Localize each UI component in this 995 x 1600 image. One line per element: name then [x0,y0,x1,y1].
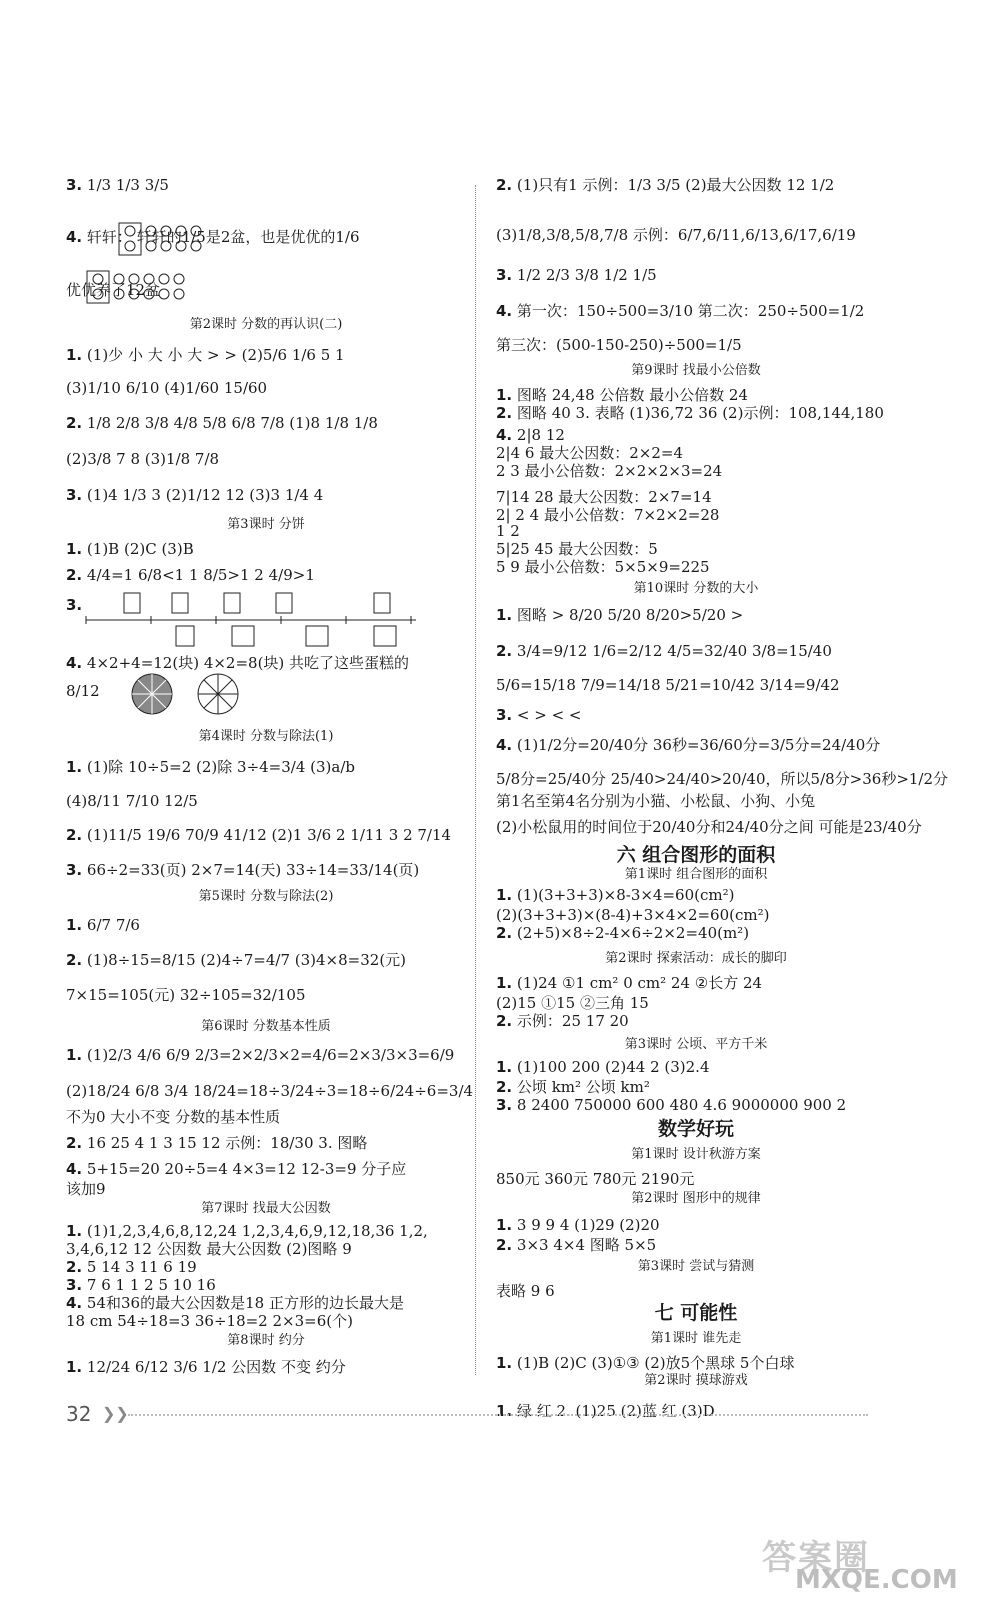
answer-line: 2|4 6 最大公因数：2×2=4 [496,444,683,462]
answer-line: 3. 66÷2=33(页) 2×7=14(天) 33÷14=33/14(页) [66,861,420,879]
answer-line: 2. 图略 40 3. 表略 (1)36,72 36 (2)示例：108,144,180 [496,404,884,422]
section-heading: 第3课时 分饼 [227,517,305,532]
section-heading: 第10课时 分数的大小 [633,581,759,596]
answer-line: 1. (1)B (2)C (3)①③ (2)放5个黑球 5个白球 [496,1354,795,1372]
answer-line: 2. (1)8÷15=8/15 (2)4÷7=4/7 (3)4×8=32(元) [66,951,407,969]
answer-line: 1. (1)少 小 大 小 大 > > (2)5/6 1/6 5 1 [66,346,345,364]
watermark-logo: 答案圈 [762,1538,870,1578]
section-heading: 第2课时 探索活动：成长的脚印 [605,951,787,966]
answer-line: 不为0 大小不变 分数的基本性质 [66,1108,281,1126]
answer-line: 2. 5 14 3 11 6 19 [66,1258,197,1276]
answer-line: 1. (1)除 10÷5=2 (2)除 3÷4=3/4 (3)a/b [66,758,356,776]
answer-line: 5|25 45 最大公因数：5 [496,540,658,558]
answer-line: (2)小松鼠用的时间位于20/40分和24/40分之间 可能是23/40分 [496,818,922,836]
answer-line: 该加9 [66,1180,106,1198]
answer-line: 3. [66,596,83,614]
answer-line: 3. (1)4 1/3 3 (2)1/12 12 (3)3 1/4 4 [66,486,324,504]
unit-heading: 六 组合图形的面积 [616,844,776,866]
answer-line: 4. 5+15=20 20÷5=4 4×3=12 12-3=9 分子应 [66,1160,407,1178]
unit-heading: 数学好玩 [657,1118,734,1140]
answer-line: 3. < > < < [496,706,582,724]
answer-line: 5/6=15/18 7/9=14/18 5/21=10/42 3/14=9/42 [496,676,840,694]
section-heading: 第6课时 分数基本性质 [201,1019,331,1034]
section-heading: 第7课时 找最大公因数 [201,1201,331,1216]
answer-line: 1. (1)1,2,3,4,6,8,12,24 1,2,3,4,6,9,12,18,36 1,2, [66,1222,428,1240]
section-heading: 第2课时 图形中的规律 [631,1191,761,1206]
answer-line: 2. 公顷 km² 公顷 km² [496,1078,650,1096]
section-heading: 第8课时 约分 [227,1333,305,1348]
chevron-right-icon: ❯❯ [102,1404,129,1423]
answer-line: 第1名至第4名分别为小猫、小松鼠、小狗、小兔 [496,792,816,810]
answer-line: 2. (1)只有1 示例：1/3 3/5 (2)最大公因数 12 1/2 [496,176,835,194]
answer-line: (2)(3+3+3)×(8-4)+3×4×2=60(cm²) [496,906,770,924]
answer-line: 2 3 最小公倍数：2×2×2×3=24 [496,462,723,480]
answer-line: 1. 图略 24,48 公倍数 最小公倍数 24 [496,386,749,404]
answer-line: 850元 360元 780元 2190元 [496,1170,695,1188]
footer-rule [128,1414,868,1416]
answer-line: 第三次：(500-150-250)÷500=1/5 [496,336,742,354]
dot-grid-figure [86,270,194,304]
answer-line: 2. 16 25 4 1 3 15 12 示例：18/30 3. 图略 [66,1134,368,1152]
answer-line: 4. 第一次：150÷500=3/10 第二次：250÷500=1/2 [496,302,865,320]
section-heading: 第1课时 设计秋游方案 [631,1147,761,1162]
answer-line: 1. 绿 红 2. (1)25 (2)蓝 红 (3)D [496,1402,715,1420]
answer-line: 8/12 [66,682,100,700]
answer-line: 3. 1/2 2/3 3/8 1/2 1/5 [496,266,657,284]
answer-line: 3. 1/3 1/3 3/5 [66,176,169,194]
section-heading: 第1课时 组合图形的面积 [624,867,768,882]
answer-line: 5/8分=25/40分 25/40>24/40>20/40，所以5/8分>36秒>1/2分 [496,770,949,788]
answer-line: 3. 7 6 1 1 2 5 10 16 [66,1276,216,1294]
section-heading: 第5课时 分数与除法(2) [198,889,334,904]
answer-line: 4. 轩轩： 轩轩的1/5是2盆，也是优优的1/6 [66,228,360,246]
column-divider [475,185,476,1375]
answer-line: 2. 4/4=1 6/8<1 1 8/5>1 2 4/9>1 [66,566,315,584]
answer-line: 2. 3/4=9/12 1/6=2/12 4/5=32/40 3/8=15/40 [496,642,832,660]
answer-line: 18 cm 54÷18=3 36÷18=2 2×3=6(个) [66,1312,353,1330]
answer-line: 2. (2+5)×8÷2-4×6÷2×2=40(m²) [496,924,750,942]
answer-line: 1. (1)(3+3+3)×8-3×4=60(cm²) [496,886,735,904]
answer-line: 2. 1/8 2/8 3/8 4/8 5/8 6/8 7/8 (1)8 1/8 1/8 [66,414,378,432]
answer-line: 1. 图略 > 8/20 5/20 8/20>5/20 > [496,606,744,624]
answer-line: 2| 2 4 最小公倍数：7×2×2=28 [496,506,720,524]
answer-line: 2. 示例：25 17 20 [496,1012,629,1030]
answer-line: 1. (1)B (2)C (3)B [66,540,194,558]
section-heading: 第2课时 分数的再认识(二) [189,317,343,332]
page-number: 32 [66,1402,92,1426]
section-heading: 第9课时 找最小公倍数 [631,363,761,378]
answer-line: 5 9 最小公倍数：5×5×9=225 [496,558,710,576]
answer-line: 1. (1)24 ①1 cm² 0 cm² 24 ②长方 24 [496,974,763,992]
answer-line: 7|14 28 最大公因数：2×7=14 [496,488,712,506]
answer-line: 7×15=105(元) 32÷105=32/105 [66,986,306,1004]
answer-line: (2)3/8 7 8 (3)1/8 7/8 [66,450,220,468]
answer-line: 4. 2|8 12 [496,426,565,444]
answer-line: (2)18/24 6/8 3/4 18/24=18÷3/24÷3=18÷6/24÷6=3/4 [66,1082,474,1100]
answer-line: 1. 3 9 9 4 (1)29 (2)20 [496,1216,660,1234]
unit-heading: 七 可能性 [654,1302,738,1324]
answer-line: 2. 3×3 4×4 图略 5×5 [496,1236,657,1254]
answer-line: 1. 6/7 7/6 [66,916,140,934]
answer-line: (3)1/8,3/8,5/8,7/8 示例：6/7,6/11,6/13,6/17,6/19 [496,226,856,244]
answer-line: 1. 12/24 6/12 3/6 1/2 公因数 不变 约分 [66,1358,346,1376]
answer-line: 1 2 [496,522,520,540]
answer-line: 2. (1)11/5 19/6 70/9 41/12 (2)1 3/6 2 1/11 3 2 7/14 [66,826,452,844]
answer-line: 表略 9 6 [496,1282,555,1300]
watermark-url: MXQE.COM [795,1565,958,1595]
cake-circles-figure [130,672,250,716]
answer-line: 1. (1)100 200 (2)44 2 (3)2.4 [496,1058,710,1076]
answer-line: 1. (1)2/3 4/6 6/9 2/3=2×2/3×2=4/6=2×3/3×3=6/9 [66,1046,455,1064]
answer-line: 4. (1)1/2分=20/40分 36秒=36/60分=3/5分=24/40分 [496,736,881,754]
section-heading: 第2课时 摸球游戏 [644,1373,748,1388]
section-heading: 第4课时 分数与除法(1) [198,729,334,744]
answer-line: 4. 54和36的最大公因数是18 正方形的边长最大是 [66,1294,404,1312]
answer-line: (3)1/10 6/10 (4)1/60 15/60 [66,379,268,397]
answer-line: 优优养了12盆 [66,281,161,299]
answer-line: 4. 4×2+4=12(块) 4×2=8(块) 共吃了这些蛋糕的 [66,654,410,672]
dot-grid-figure [118,222,210,256]
answer-line: (4)8/11 7/10 12/5 [66,792,198,810]
number-line-figure [84,588,419,648]
section-heading: 第3课时 公顷、平方千米 [624,1037,768,1052]
answer-line: 3. 8 2400 750000 600 480 4.6 9000000 900 2 [496,1096,847,1114]
answer-line: 3,4,6,12 12 公因数 最大公因数 (2)图略 9 [66,1240,352,1258]
section-heading: 第1课时 谁先走 [650,1331,742,1346]
section-heading: 第3课时 尝试与猜测 [637,1259,755,1274]
answer-line: (2)15 ①15 ②三角 15 [496,994,649,1012]
